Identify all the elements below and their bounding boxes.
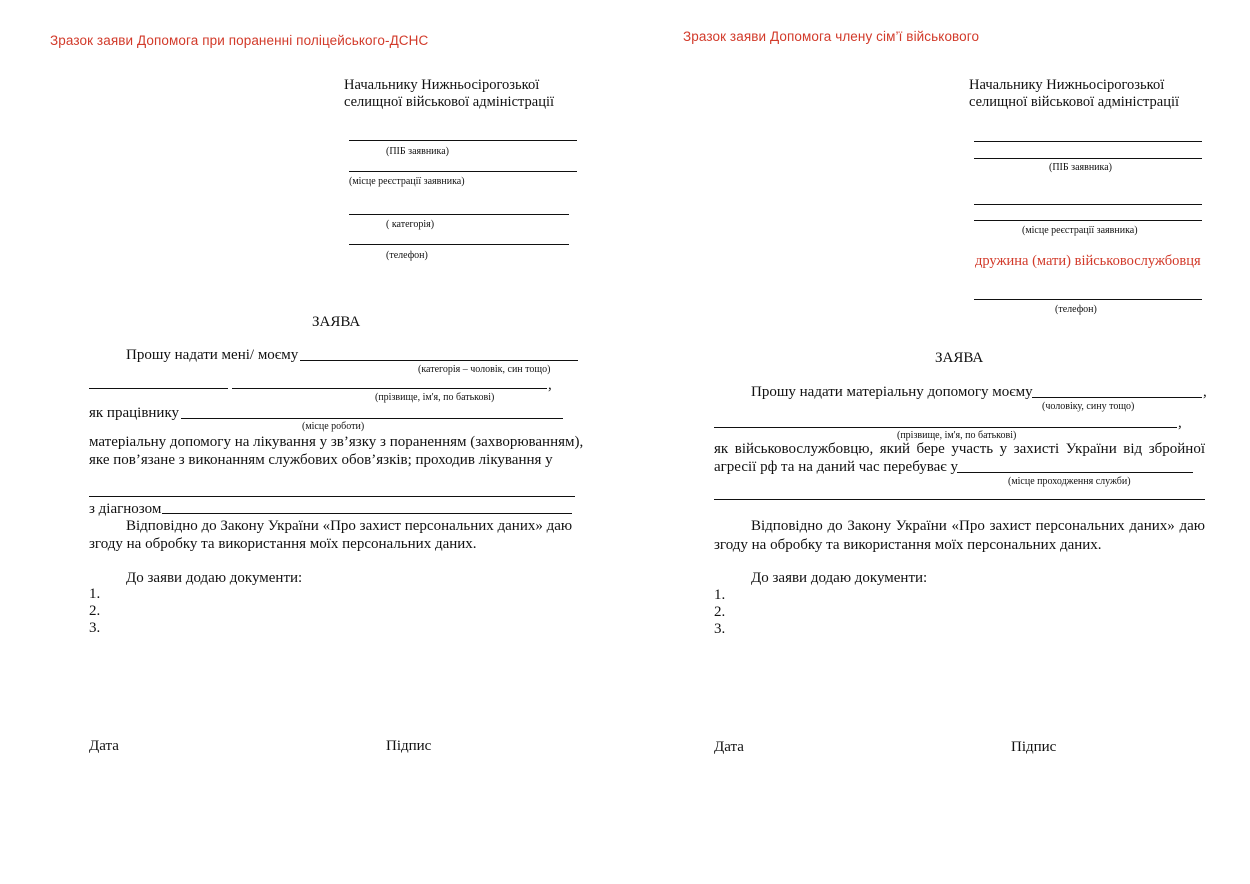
right-application-form (625, 0, 1250, 884)
document-heading: ЗАЯВА (935, 350, 984, 366)
addressee-line-2: селищної військової адміністрації (969, 94, 1180, 110)
registration-caption: (місце реєстрації заявника) (349, 176, 465, 187)
page-title: Зразок заяви Допомога при пораненні поліцейського-ДСНС (50, 33, 429, 48)
document-heading: ЗАЯВА (312, 314, 361, 330)
addressee-line-1: Начальнику Нижньосірогозької (969, 77, 1165, 93)
request-category-line[interactable] (300, 360, 578, 361)
addressee-line-1: Начальнику Нижньосірогозької (344, 77, 540, 93)
consent-line-1: Відповідно до Закону України «Про захист персональних даних» даю (126, 518, 573, 534)
diagnosis-line[interactable] (162, 513, 572, 514)
date-label: Дата (89, 738, 119, 754)
fullname-comma: , (548, 377, 552, 393)
body-line-2: яке пов’язане з виконанням службових обов’язків; проходив лікування у (89, 452, 553, 468)
consent-line-2: згоду на обробку та використання моїх персональних даних. (714, 537, 1102, 553)
body-line-1: матеріальну допомогу на лікування у зв’язку з пораненням (захворюванням), (89, 434, 584, 450)
applicant-name-caption: (ПІБ заявника) (1049, 162, 1113, 173)
phone-line[interactable] (974, 299, 1202, 300)
fullname-line-a[interactable] (89, 388, 228, 389)
attachment-item-2: 2. (714, 604, 726, 620)
category-line[interactable] (349, 214, 569, 215)
applicant-name-caption: (ПІБ заявника) (386, 146, 450, 157)
fullname-line[interactable] (714, 427, 1177, 428)
treatment-place-line[interactable] (89, 496, 575, 497)
fullname-line-b[interactable] (232, 388, 547, 389)
service-place-caption: (місце проходження служби) (1008, 476, 1131, 487)
category-caption: ( категорія) (386, 219, 435, 230)
consent-line-2: згоду на обробку та використання моїх персональних даних. (89, 536, 477, 552)
relation-line[interactable] (1032, 397, 1202, 398)
phone-caption: (телефон) (1055, 304, 1097, 315)
workplace-line[interactable] (181, 418, 563, 419)
category-example: дружина (мати) військовослужбовця (975, 253, 1201, 269)
phone-line[interactable] (349, 244, 569, 245)
attachment-item-3: 3. (89, 620, 101, 636)
attachment-item-1: 1. (89, 586, 101, 602)
diagnosis-label: з діагнозом (89, 501, 162, 517)
attachment-item-1: 1. (714, 587, 726, 603)
fullname-caption: (прізвище, ім'я, по батькові) (897, 430, 1017, 441)
service-place-line[interactable] (957, 472, 1193, 473)
as-employee-text: як працівнику (89, 405, 180, 421)
relation-comma: , (1203, 384, 1207, 400)
fullname-comma: , (1178, 415, 1182, 431)
workplace-caption: (місце роботи) (302, 421, 365, 432)
request-text: Прошу надати мені/ моєму (126, 347, 299, 363)
signature-label: Підпис (386, 738, 432, 754)
body-line-2: агресії рф та на даний час перебуває у (714, 459, 958, 475)
body-line-1: як військовослужбовцю, який бере участь у захисті України від збройної (714, 441, 1205, 457)
applicant-name-line[interactable] (349, 140, 577, 141)
request-category-caption: (категорія – чоловік, син тощо) (418, 364, 551, 375)
fullname-caption: (прізвище, ім'я, по батькові) (375, 392, 495, 403)
attachments-heading: До заяви додаю документи: (751, 570, 928, 586)
applicant-name-line-1[interactable] (974, 141, 1202, 142)
signature-label: Підпис (1011, 739, 1057, 755)
consent-line-1: Відповідно до Закону України «Про захист персональних даних» даю (751, 518, 1205, 534)
addressee-line-2: селищної військової адміністрації (344, 94, 555, 110)
page-title: Зразок заяви Допомога члену сім’ї військового (683, 29, 980, 44)
request-text: Прошу надати матеріальну допомогу моєму (751, 384, 1033, 400)
phone-caption: (телефон) (386, 250, 428, 261)
service-place-line-2[interactable] (714, 499, 1205, 500)
attachments-heading: До заяви додаю документи: (126, 570, 303, 586)
registration-line[interactable] (349, 171, 577, 172)
date-label: Дата (714, 739, 744, 755)
relation-caption: (чоловіку, сину тощо) (1042, 401, 1135, 412)
attachment-item-3: 3. (714, 621, 726, 637)
attachment-item-2: 2. (89, 603, 101, 619)
registration-line-2[interactable] (974, 220, 1202, 221)
registration-line-1[interactable] (974, 204, 1202, 205)
registration-caption: (місце реєстрації заявника) (1022, 225, 1138, 236)
applicant-name-line-2[interactable] (974, 158, 1202, 159)
